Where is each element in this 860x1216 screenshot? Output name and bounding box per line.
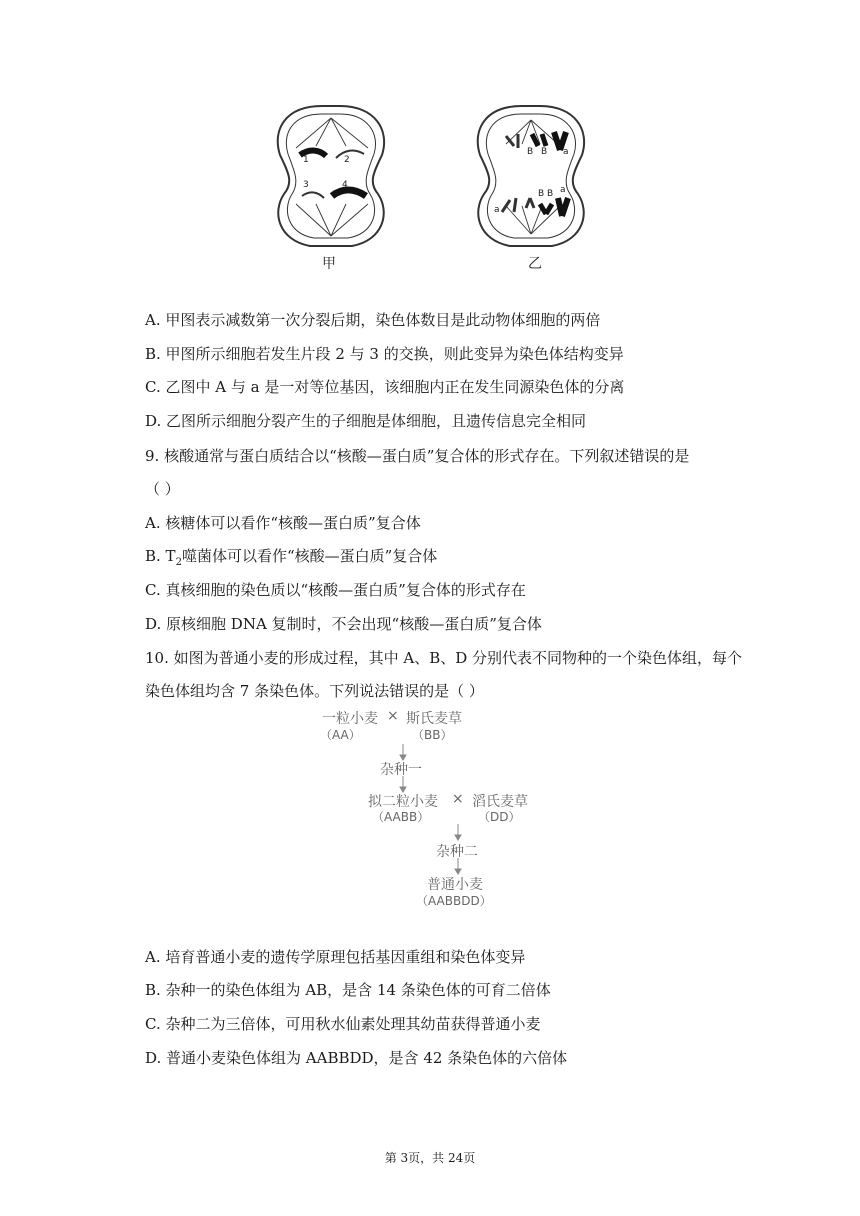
flow-genome-aa: （AA） [320,728,361,742]
q8-option-a: A. 甲图表示减数第一次分裂后期，染色体数目是此动物体细胞的两倍 [145,311,601,329]
flow-sishi-grass: 斯氏麦草 [406,711,462,727]
q9-blank: （ ） [145,480,180,498]
svg-text:2: 2 [344,155,350,165]
flow-nierli-wheat: 拟二粒小麦 [368,794,438,810]
flow-yili-wheat: 一粒小麦 [322,711,378,727]
flow-genome-aabbdd: （AABBDD） [416,894,492,908]
flow-cross-2: × [452,791,464,807]
svg-text:B: B [527,147,534,157]
svg-text:a: a [560,185,566,195]
q9-option-a: A. 核糖体可以看作“核酸—蛋白质”复合体 [145,514,421,532]
q8-option-b: B. 甲图所示细胞若发生片段 2 与 3 的交换，则此变异为染色体结构变异 [145,345,624,363]
q10-option-d: D. 普通小麦染色体组为 AABBDD，是含 42 条染色体的六倍体 [145,1049,568,1067]
flow-cross-1: × [387,708,399,724]
svg-text:a: a [563,147,569,157]
flow-taoshi-grass: 滔氏麦草 [472,794,528,810]
q10-stem-line1: 10. 如图为普通小麦的形成过程，其中 A、B、D 分别代表不同物种的一个染色体组，每个 [145,649,743,667]
q9-option-c: C. 真核细胞的染色质以“核酸—蛋白质”复合体的形式存在 [145,581,526,599]
q9-option-b-sub: 2 [175,557,182,568]
svg-text:a: a [494,205,500,215]
q9-option-b-prefix: B. T [145,547,176,565]
chromosome-labels [303,155,350,190]
q8-option-c: C. 乙图中 A 与 a 是一对等位基因，该细胞内正在发生同源染色体的分离 [145,378,625,396]
flow-hybrid-2: 杂种二 [436,844,478,860]
flow-common-wheat: 普通小麦 [427,877,483,893]
svg-text:B: B [538,189,545,199]
svg-text:1: 1 [303,155,309,165]
q9-option-d: D. 原核细胞 DNA 复制时，不会出现“核酸—蛋白质”复合体 [145,615,542,633]
q10-option-c: C. 杂种二为三倍体，可用秋水仙素处理其幼苗获得普通小麦 [145,1015,541,1033]
q10-option-a: A. 培育普通小麦的遗传学原理包括基因重组和染色体变异 [145,948,526,966]
flow-genome-dd: （DD） [478,810,521,824]
q9-option-b-suffix: 噬菌体可以看作“核酸—蛋白质”复合体 [181,547,438,565]
q9-stem: 9. 核酸通常与蛋白质结合以“核酸—蛋白质”复合体的形式存在。下列叙述错误的是 [145,447,690,465]
q10-option-b: B. 杂种一的染色体组为 AB，是含 14 条染色体的可育二倍体 [145,981,551,999]
label-jia: 甲 [322,256,336,272]
q8-option-d: D. 乙图所示细胞分裂产生的子细胞是体细胞，且遗传信息完全相同 [145,412,587,430]
page-footer: 第 3页，共 24页 [384,1151,476,1165]
label-yi: 乙 [528,256,542,272]
svg-text:4: 4 [342,180,348,190]
flow-genome-aabb: （AABB） [372,810,430,824]
svg-text:B: B [541,147,548,157]
wheat-formation-diagram [300,706,540,912]
q10-stem-line2: 染色体组均含 7 条染色体。下列说法错误的是（ ） [145,682,484,700]
svg-text:B: B [547,189,554,199]
cell-jia [278,106,384,246]
q9-option-b [145,546,437,573]
svg-text:3: 3 [303,180,309,190]
cell-division-figure [270,100,590,275]
flow-hybrid-1: 杂种一 [380,762,422,778]
cell-yi [478,106,584,246]
flow-genome-bb: （BB） [412,728,453,742]
